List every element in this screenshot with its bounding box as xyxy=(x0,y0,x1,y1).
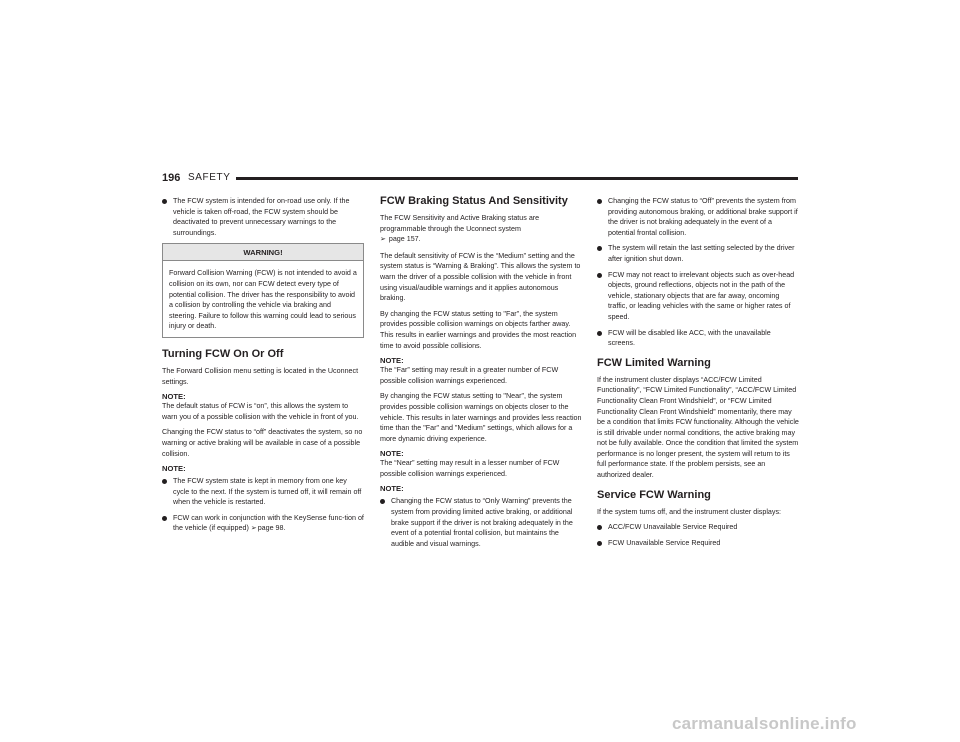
page-header xyxy=(162,171,798,185)
list-item xyxy=(597,243,799,264)
list-item-text: The FCW system state is kept in memory from one key cycle to the next. If the system is turned off, it will remain off when the vehicle is restarted. xyxy=(173,477,362,507)
bullet-list xyxy=(597,522,799,548)
bullet-icon xyxy=(597,331,602,336)
list-item-text: Changing the FCW status to “Off” prevents the system from providing autonomous braking, or additional brake support if the driver is not braking adequately in the event of a potential frontal collision. xyxy=(608,197,798,237)
list-item xyxy=(162,513,364,535)
bullet-icon xyxy=(162,199,167,204)
page-reference-arrow-icon: ➢ xyxy=(250,525,257,533)
bullet-icon xyxy=(597,273,602,278)
bullet-icon xyxy=(380,499,385,504)
list-item-text: FCW may not react to irrelevant objects such as over-head objects, ground reflections, objects not in the path of the vehicle, stationary objects that are far away, oncoming traffic, or leading vehicles with the same or higher rates of speed. xyxy=(608,270,795,321)
watermark: carmanualsonline.info xyxy=(672,714,857,733)
column-2 xyxy=(380,195,582,554)
section-heading: FCW Limited Warning xyxy=(597,356,711,369)
bullet-list xyxy=(597,196,799,349)
bullet-icon xyxy=(162,479,167,484)
list-item xyxy=(597,522,799,533)
section-heading: FCW Braking Status And Sensitivity xyxy=(380,195,568,207)
paragraph: The default sensitivity of FCW is the “Medium” setting and the system status is “Warning & Braking”. This allows the system to warn the driver of a possible collision with the vehicle in front using visual/audible warnings and it applies autonomous braking. xyxy=(380,251,581,303)
list-item-text: FCW Unavailable Service Required xyxy=(608,538,721,547)
page-reference-link[interactable]: page 98. xyxy=(257,524,286,533)
warning-body: Forward Collision Warning (FCW) is not intended to avoid a collision on its own, nor can FCW detect every type of potential collision. The driver has the responsibility to avoid a collision by controlling the vehicle via braking and steering. Failure to follow this warning could lead to serious injury or death. xyxy=(169,269,357,331)
bullet-list xyxy=(380,496,582,549)
list-item-text: FCW will be disabled like ACC, with the unavailable screens. xyxy=(608,328,771,348)
list-item-text: Changing the FCW status to “Only Warning” prevents the system from providing limited active braking, or additional brake support if the driver is not braking adequately in the event of a potential frontal collision, but maintains the audible and visual warnings. xyxy=(391,497,573,548)
section-heading: Service FCW Warning xyxy=(597,488,711,501)
bullet-icon xyxy=(597,525,602,530)
list-item xyxy=(597,196,799,238)
note-label: NOTE: xyxy=(162,392,186,402)
list-item-text: The FCW system is intended for on-road use only. If the vehicle is taken off-road, the FCW system should be deactivated to prevent unnecessary warnings to the surroundings. xyxy=(173,197,350,237)
paragraph: If the system turns off, and the instrument cluster displays: xyxy=(597,507,782,516)
paragraph: The Forward Collision menu setting is located in the Uconnect settings. xyxy=(162,366,359,386)
paragraph: If the instrument cluster displays “ACC/FCW Limited Functionality”, “FCW Limited Functionality”, “ACC/FCW Limited Functionality Clean Front Windshield”, or “FCW Limited Functionality Clean Front Windshield” momentarily, there may be a condition that limits FCW functionality. Although the vehicle is still drivable under normal conditions, the active braking may not be fully available. Once the condition that limited the system performance is no longer present, the system will return to its full performance state. If the problem persists, see an authorized dealer. xyxy=(597,375,799,480)
note-label: NOTE: xyxy=(380,484,404,494)
warning-title: WARNING! xyxy=(163,244,363,261)
list-item xyxy=(597,270,799,323)
bullet-icon xyxy=(162,516,167,521)
bullet-list xyxy=(162,196,364,238)
column-1 xyxy=(162,196,364,540)
section-heading: Turning FCW On Or Off xyxy=(162,347,284,360)
bullet-icon xyxy=(597,199,602,204)
list-item xyxy=(380,496,582,549)
list-item-text: FCW can work in conjunction with the KeySense func-tion of the vehicle (if equipped) xyxy=(173,513,364,533)
note-label: NOTE: xyxy=(380,356,404,366)
paragraph: By changing the FCW status setting to "Near", the system provides possible collision warnings on objects closer to the vehicle. This results in later warnings and provides less reaction time than the "Far" and "Medium" settings, which allows for a more dynamic driving experience. xyxy=(380,392,582,443)
bullet-icon xyxy=(597,541,602,546)
bullet-icon xyxy=(597,246,602,251)
paragraph xyxy=(380,213,582,246)
warning-box xyxy=(162,243,364,338)
page-reference-link[interactable]: page 157. xyxy=(388,235,421,244)
page-reference-arrow-icon: ➢ xyxy=(380,236,386,244)
column-3 xyxy=(597,196,799,553)
list-item xyxy=(597,538,799,549)
list-item-text: The system will retain the last setting selected by the driver after ignition shut down. xyxy=(608,244,795,263)
note-label: NOTE: xyxy=(162,464,186,474)
paragraph: By changing the FCW status setting to "Far", the system provides possible collision warnings on objects farther away. This results in earlier warnings and provides the most reaction time to avoid possible collisions. xyxy=(380,309,577,350)
paragraph: Changing the FCW status to “off” deactivates the system, so no warning or active braking will be available in case of a possible collision. xyxy=(162,428,363,458)
note-text: The default status of FCW is “on”, this allows the system to warn you of a possible collision with the vehicle in front of you. xyxy=(162,402,359,421)
bullet-list xyxy=(162,476,364,535)
list-item xyxy=(162,476,364,508)
list-item xyxy=(162,196,364,238)
note-text: The “Far” setting may result in a greater number of FCW possible collision warnings experienced. xyxy=(380,366,559,385)
section-title: SAFETY xyxy=(188,172,231,183)
paragraph-text: The FCW Sensitivity and Active Braking status are programmable through the Uconnect system xyxy=(380,214,540,233)
list-item xyxy=(597,328,799,349)
list-item-text: ACC/FCW Unavailable Service Required xyxy=(608,523,738,532)
note-text: The “Near” setting may result in a lesser number of FCW possible collision warnings experienced. xyxy=(380,459,560,478)
page-number: 196 xyxy=(162,172,181,184)
note-label: NOTE: xyxy=(380,449,404,459)
header-rule xyxy=(236,177,798,180)
